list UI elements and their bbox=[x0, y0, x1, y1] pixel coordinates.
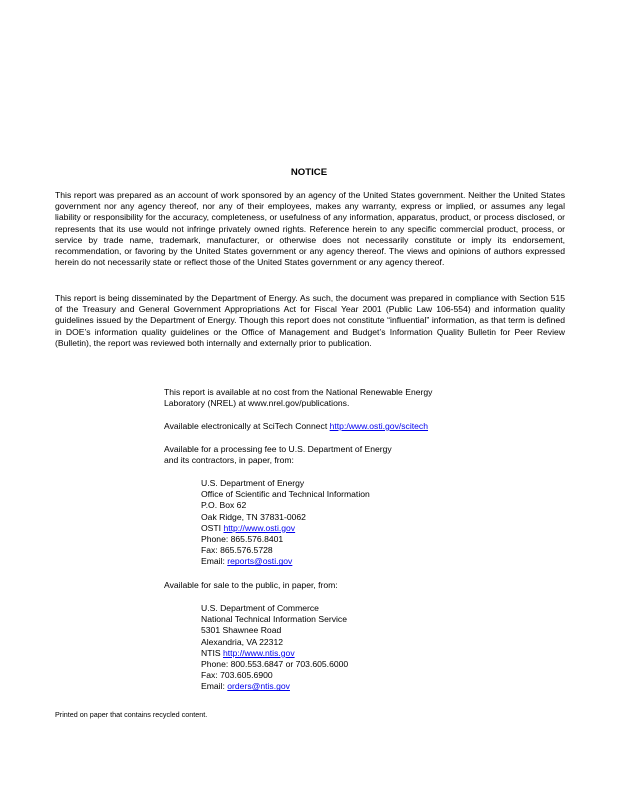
ntis-address-line-3: 5301 Shawnee Road bbox=[201, 625, 282, 636]
ntis-address-line-4: Alexandria, VA 22312 bbox=[201, 636, 284, 647]
recycled-paper-footer: Printed on paper that contains recycled content. bbox=[55, 710, 208, 719]
ntis-address bbox=[201, 603, 348, 693]
osti-fax: Fax: 865.576.5728 bbox=[201, 545, 273, 556]
nrel-line-2: Laboratory (NREL) at www.nrel.gov/publications. bbox=[164, 398, 350, 409]
ntis-address-line-1: U.S. Department of Commerce bbox=[201, 603, 319, 613]
osti-phone: Phone: 865.576.8401 bbox=[201, 534, 284, 545]
osti-address-line-4: Oak Ridge, TN 37831-0062 bbox=[201, 511, 306, 522]
scitech-link[interactable]: http:/www.osti.gov/scitech bbox=[329, 421, 429, 431]
ntis-email-link[interactable]: orders@ntis.gov bbox=[227, 681, 290, 692]
public-line: Available for sale to the public, in paper, from: bbox=[164, 580, 338, 590]
ntis-phone: Phone: 800.553.6847 or 703.605.6000 bbox=[201, 659, 349, 670]
osti-link[interactable]: http://www.osti.gov bbox=[223, 522, 296, 533]
doe-line-1: Available for a processing fee to U.S. Department of Energy bbox=[164, 444, 392, 454]
ntis-fax: Fax: 703.605.6900 bbox=[201, 670, 273, 681]
scitech-text: Available electronically at SciTech Connect bbox=[164, 421, 330, 431]
disclaimer-paragraph: This report was prepared as an account of work sponsored by an agency of the United States government. Neither the United States government nor any agency thereof, nor any of their employees, makes any warranty, express or implied, or assumes any legal liability or responsibility for the accuracy, completeness, or usefulness of any information, apparatus, product, or process disclosed, or represents that its use would not infringe privately owned rights. Reference herein to any specific commercial product, process, or service by trade name, trademark, manufacturer, or otherwise does not necessarily constitute or imply its endorsement, recommendation, or favoring by the United States government or any agency thereof. The views and opinions of authors expressed herein do not necessarily state or reflect those of the United States government or any agency thereof. bbox=[55, 190, 565, 268]
public-availability bbox=[164, 580, 338, 591]
osti-email-link[interactable]: reports@osti.gov bbox=[227, 556, 293, 567]
scitech-availability bbox=[164, 421, 428, 432]
ntis-email-label: Email: bbox=[201, 681, 228, 692]
osti-address-line-1: U.S. Department of Energy bbox=[201, 478, 305, 488]
doe-availability bbox=[164, 444, 392, 466]
ntis-link[interactable]: http://www.ntis.gov bbox=[222, 647, 295, 658]
nrel-line-1: This report is available at no cost from the National Renewable Energy bbox=[164, 387, 433, 397]
dissemination-paragraph: This report is being disseminated by the Department of Energy. As such, the document was prepared in compliance with Section 515 of the Treasury and General Government Appropriations Act for Fiscal Year 2001 (Public Law 106-554) and information quality guidelines issued by the Department of Energy. Though this report does not constitute “influential” information, as that term is defined in DOE’s information quality guidelines or the Office of Management and Budget’s Information Quality Bulletin for Peer Review (Bulletin), the report was reviewed both internally and externally prior to publication. bbox=[55, 293, 565, 348]
osti-email-label: Email: bbox=[201, 556, 228, 567]
osti-address-line-2: Office of Scientific and Technical Information bbox=[201, 489, 370, 500]
ntis-label: NTIS bbox=[201, 647, 223, 658]
osti-label: OSTI bbox=[201, 522, 224, 533]
ntis-address-line-2: National Technical Information Service bbox=[201, 614, 348, 625]
osti-address bbox=[201, 478, 370, 568]
osti-address-line-3: P.O. Box 62 bbox=[201, 500, 247, 511]
notice-title: NOTICE bbox=[290, 167, 328, 178]
doe-line-2: and its contractors, in paper, from: bbox=[164, 455, 294, 466]
nrel-availability bbox=[164, 387, 432, 409]
